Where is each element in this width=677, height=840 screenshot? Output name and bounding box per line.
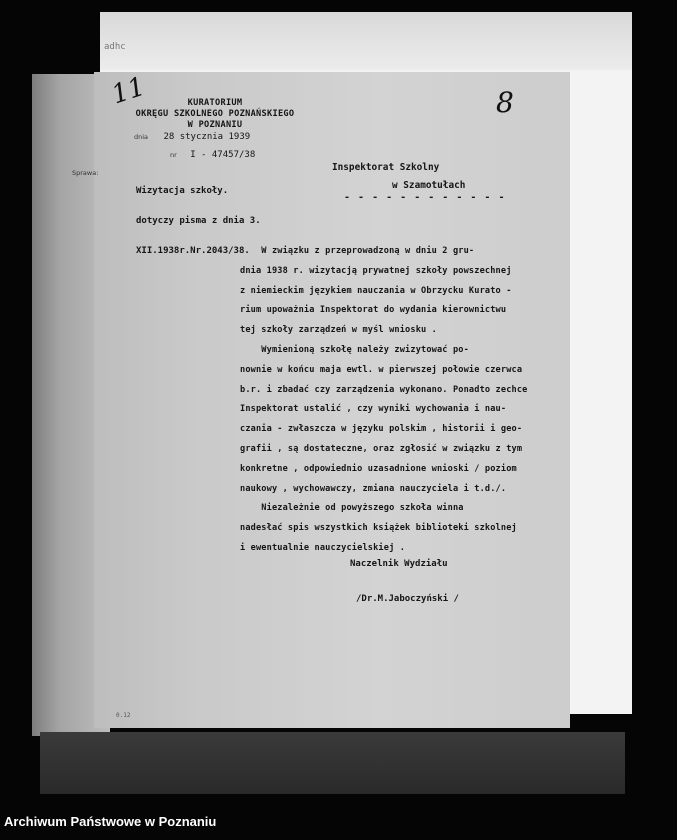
reference-number-row [170, 150, 255, 160]
issuer-line: KURATORIUM [187, 98, 243, 108]
subject-line: Wizytacja szkoły. [136, 186, 229, 196]
date-value: 28 stycznia 1939 [163, 132, 251, 142]
body-line: tej szkoły zarządzeń w myśl wniosku . [240, 325, 437, 336]
document-page [72, 71, 570, 728]
archive-footer-label: Archiwum Państwowe w Poznaniu [4, 814, 217, 829]
subject-line: dotyczy pisma z dnia 3. [136, 216, 261, 226]
body-line: Wymienioną szkołę należy zwizytować po- [240, 344, 469, 355]
page-bottom-shadow [40, 732, 625, 794]
issuer-header [104, 98, 326, 131]
stamp-mark: 0.12 [116, 712, 131, 719]
back-sheet-corner-text: adhc [104, 42, 126, 52]
body-line: Niezależnie od powyższego szkoła winna [240, 503, 464, 514]
body-line: dnia 1938 r. wizytacją prywatnej szkoły powszechnej [240, 265, 512, 276]
recipient-line-1: Inspektorat Szkolny [332, 162, 440, 173]
body-line: b.r. i zbadać czy zarządzenia wykonano. Ponadto zechce [240, 384, 528, 395]
issuer-line: OKRĘGU SZKOLNEGO POZNAŃSKIEGO [135, 109, 295, 119]
issuer-line: W POZNANIU [187, 120, 243, 130]
date-label: dnia [134, 133, 149, 141]
date-row [134, 132, 250, 142]
body-line: rium upoważnia Inspektorat do wydania kierownictwu [240, 305, 507, 316]
body-line: nadesłać spis wszystkich książek biblioteki szkolnej [240, 523, 517, 534]
body-line: z niemieckim językiem nauczania w Obrzycku Kurato - [240, 285, 512, 296]
body-line: naukowy , wychowawczy, zmiana nauczyciela i t.d./. [240, 483, 507, 494]
letter-body [240, 242, 570, 559]
recipient-line-2: w Szamotułach [392, 180, 466, 191]
back-sheet-top-edge [100, 12, 632, 70]
handwritten-page-number: 8 [496, 86, 514, 119]
body-line: Inspektorat ustalić , czy wyniki wychowania i nau- [240, 404, 507, 415]
reference-number: I - 47457/38 [190, 150, 256, 160]
body-line: nownie w końcu maja ewtl. w pierwszej połowie czerwca [240, 364, 523, 375]
body-line: konkretne , odpowiednio uzasadnione wnioski / poziom [240, 463, 517, 474]
recipient-underline: - - - - - - - - - - - - [344, 192, 506, 203]
signer-title: Naczelnik Wydziału [350, 559, 448, 569]
body-line: W związku z przeprowadzoną w dniu 2 gru- [240, 246, 475, 256]
subject-line: XII.1938r.Nr.2043/38. [136, 246, 250, 256]
nr-label: nr [170, 151, 177, 159]
body-line: czania - zwłaszcza w języku polskim , historii i geo- [240, 424, 523, 435]
signer-name: /Dr.M.Jaboczyński / [356, 594, 459, 604]
handwritten-corner-mark: 11 [108, 71, 149, 111]
body-line: i ewentualnie nauczycielskiej . [240, 542, 406, 553]
subject-label: Sprawa: [72, 169, 99, 177]
body-line: grafii , są dostateczne, oraz zgłosić w związku z tym [240, 443, 523, 454]
